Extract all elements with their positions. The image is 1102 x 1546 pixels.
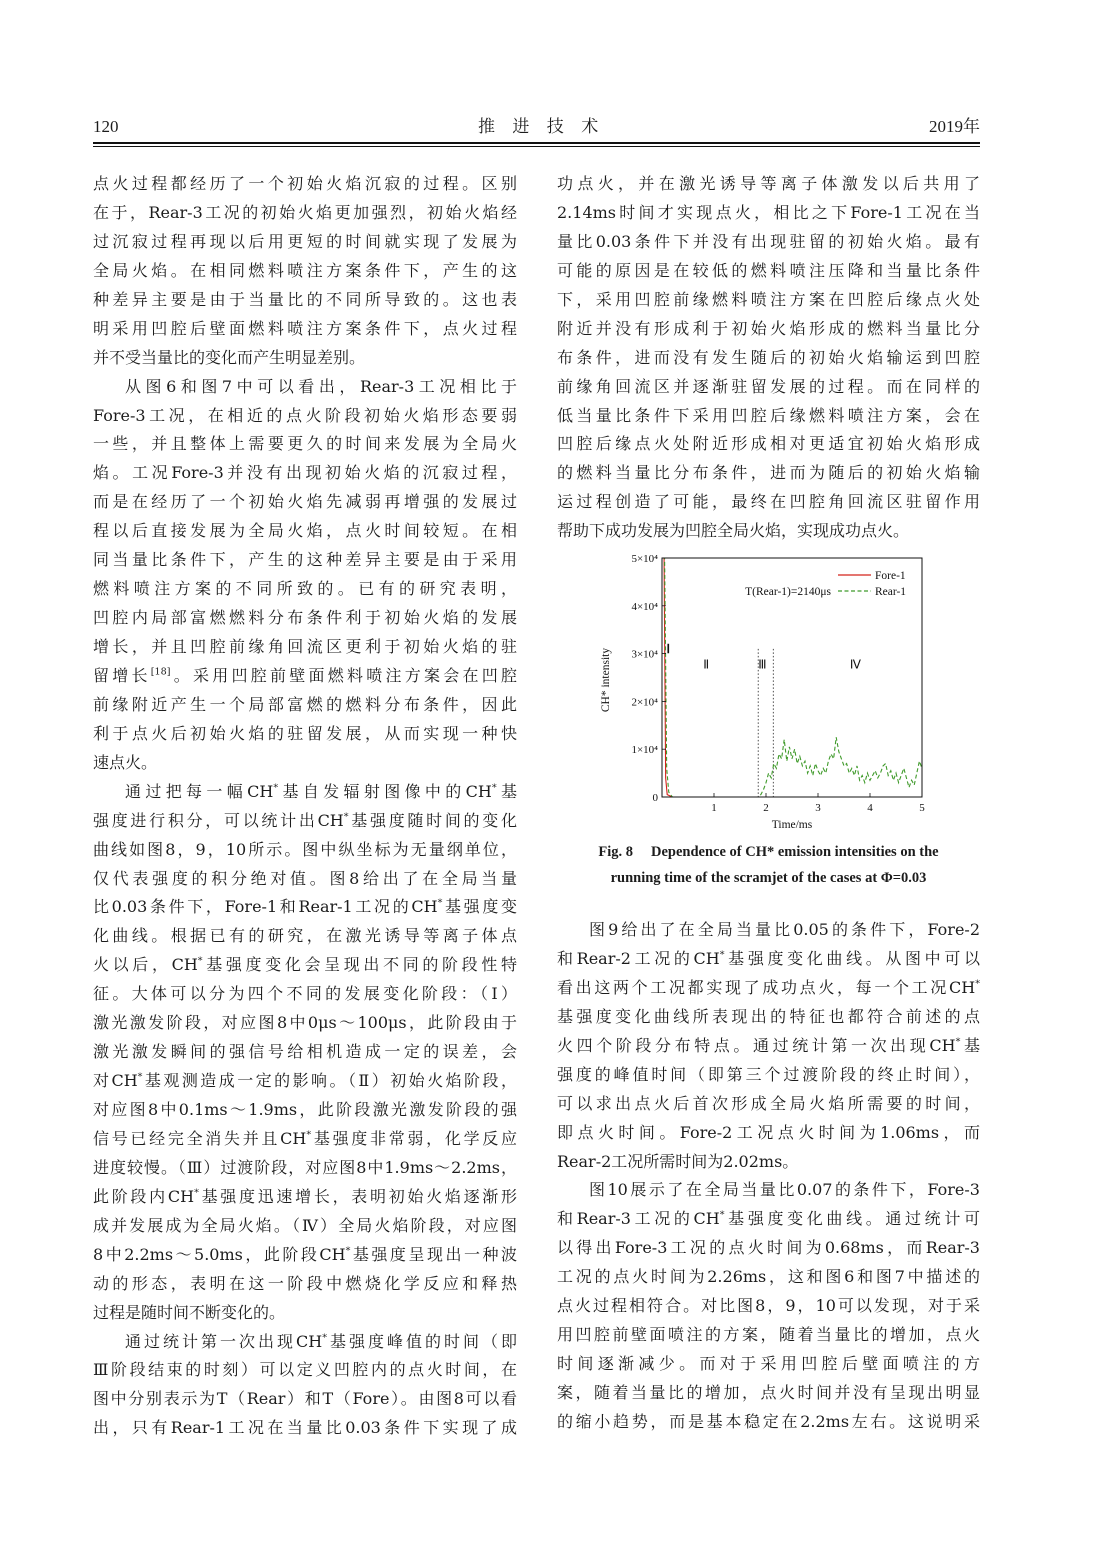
text-line: 种差异主要是由于当量比的不同所导致的。这也表	[93, 289, 517, 309]
paragraph	[557, 170, 980, 546]
text-line: 从图6和图7中可以看出，Rear-3工况相比于	[125, 376, 517, 396]
page-number: 120	[93, 117, 119, 136]
text-line: 附近并没有形成利于初始火焰形成的燃料当量比分	[557, 318, 980, 338]
text-line: 用凹腔前壁面喷注的方案，随着当量比的增加，点火	[557, 1325, 980, 1345]
text-line: 焰。工况Fore-3并没有出现初始火焰的沉寂过程，	[93, 463, 517, 483]
y-tick-label: 5×10⁴	[631, 553, 658, 565]
text-line: 化曲线。根据已有的研究，在激光诱导等离子体点	[93, 926, 517, 946]
text-line: 工况的点火时间为2.26ms，这和图6和图7中描述的	[557, 1267, 980, 1287]
text-line: 而是在经历了一个初始火焰先减弱再增强的发展过	[93, 492, 517, 512]
x-tick-label: 3	[815, 802, 821, 814]
text-line: 速点火。	[93, 752, 158, 772]
caption-line-2: running time of the scramjet of the cases at Φ=0.03	[610, 870, 927, 886]
right-column-top	[557, 170, 980, 546]
text-line: 并不受当量比的变化而产生明显差别。	[93, 347, 366, 367]
y-tick-label: 2×10⁴	[631, 696, 658, 709]
text-line: 进度较慢。（Ⅲ）过渡阶段，对应图8中1.9ms～2.2ms，	[93, 1157, 517, 1177]
stage-label: Ⅲ	[758, 657, 767, 672]
text-line: 下，采用凹腔前缘燃料喷注方案在凹腔后缘点火处	[557, 289, 980, 309]
text-line: 以得出Fore-3工况的点火时间为0.68ms，而Rear-3	[557, 1238, 980, 1258]
text-line: 此阶段内CH*基强度迅速增长，表明初始火焰逐渐形	[93, 1186, 517, 1206]
text-line: 过程是随时间不断变化的。	[93, 1302, 286, 1322]
text-line: 比0.03条件下，Fore-1和Rear-1工况的CH*基强度变	[93, 897, 517, 917]
text-line: 可以求出点火后首次形成全局火焰所需要的时间，	[557, 1093, 980, 1113]
text-line: 凹腔内局部富燃燃料分布条件利于初始火焰的发展	[93, 608, 517, 628]
text-line: 强度的峰值时间（即第三个过渡阶段的终止时间），	[557, 1064, 980, 1084]
legend-label: Rear-1	[875, 586, 907, 598]
paragraph	[93, 1328, 517, 1444]
text-line: 的燃料当量比分布条件，进而为随后的初始火焰输	[557, 463, 980, 483]
text-line: 激光激发阶段，对应图8中0μs～100μs，此阶段由于	[93, 1013, 517, 1033]
text-line: 布条件，进而没有发生随后的初始火焰输运到凹腔	[557, 347, 980, 367]
header-rule-thin	[93, 146, 980, 147]
text-line: 一些，并且整体上需要更久的时间来发展为全局火	[93, 434, 517, 454]
text-line: 强度进行积分，可以统计出CH*基强度随时间的变化	[93, 810, 517, 830]
text-line: 低当量比条件下采用凹腔后缘燃料喷注方案，会在	[557, 405, 980, 425]
text-line: 通过把每一幅CH*基自发辐射图像中的CH*基	[125, 781, 517, 801]
text-line: 前缘附近产生一个局部富燃的燃料分布条件，因此	[93, 694, 517, 714]
text-line: 8中2.2ms～5.0ms，此阶段CH*基强度呈现出一种波	[93, 1244, 517, 1264]
text-line: 利于点火后初始火焰的驻留发展，从而实现一种快	[93, 723, 517, 743]
text-line: 在于，Rear-3工况的初始火焰更加强烈，初始火焰经	[93, 202, 517, 222]
text-line: 图中分别表示为T（Rear）和T（Fore）。由图8可以看	[93, 1389, 517, 1409]
text-line: 即点火时间。Fore-2工况点火时间为1.06ms，而	[557, 1122, 980, 1142]
text-line: 曲线如图8，9，10所示。图中纵坐标为无量纲单位，	[93, 839, 517, 859]
text-line: 仅代表强度的积分绝对值。图8给出了在全局当量	[93, 868, 517, 888]
paragraph	[557, 1176, 980, 1436]
stage-label: Ⅰ	[666, 641, 671, 656]
caption-text-1: Dependence of CH* emission intensities on the	[651, 844, 939, 860]
x-axis-label: Time/ms	[771, 819, 813, 831]
text-line: 帮助下成功发展为凹腔全局火焰，实现成功点火。	[557, 521, 910, 541]
text-line: 火四个阶段分布特点。通过统计第一次出现CH*基	[557, 1035, 980, 1055]
text-line: Rear-2工况所需时间为2.02ms。	[557, 1151, 799, 1171]
header-rule-thick	[93, 142, 980, 144]
x-tick-label: 2	[763, 802, 769, 814]
right-column-bottom	[557, 916, 980, 1437]
text-line: 图9给出了在全局当量比0.05的条件下，Fore-2	[589, 920, 980, 939]
journal-title: 推 进 技 术	[478, 117, 605, 137]
text-line: 对应图8中0.1ms～1.9ms，此阶段激光激发阶段的强	[93, 1100, 517, 1119]
publication-year: 2019年	[929, 117, 980, 136]
legend-label: Fore-1	[875, 570, 906, 582]
text-line: Fore-3工况，在相近的点火阶段初始火焰形态要弱	[93, 405, 517, 425]
text-line: 燃料喷注方案的不同所致的。已有的研究表明，	[93, 579, 517, 599]
text-line: 通过统计第一次出现CH*基强度峰值的时间（即	[125, 1331, 517, 1351]
ignition-time-annotation: T(Rear-1)=2140μs	[745, 586, 831, 598]
text-line: 2.14ms时间才实现点火，相比之下Fore-1工况在当	[557, 202, 980, 222]
text-line: 和Rear-3工况的CH*基强度变化曲线。通过统计可	[557, 1209, 980, 1229]
text-line: 出，只有Rear-1工况在当量比0.03条件下实现了成	[93, 1418, 517, 1438]
text-line: 信号已经完全消失并且CH*基强度非常弱，化学反应	[93, 1128, 517, 1148]
paragraph	[557, 916, 980, 1176]
x-tick-label: 4	[867, 802, 873, 814]
text-line: Ⅲ阶段结束的时刻）可以定义凹腔内的点火时间，在	[93, 1360, 517, 1380]
text-line: 程以后直接发展为全局火焰，点火时间较短。在相	[93, 521, 517, 541]
y-tick-label: 0	[652, 792, 658, 804]
figure-label: Fig. 8	[598, 844, 634, 860]
text-line: 图10展示了在全局当量比0.07的条件下，Fore-3	[589, 1180, 980, 1200]
text-line: 案，随着当量比的增加，点火时间并没有呈现出明显	[557, 1383, 980, 1402]
paragraph	[93, 170, 517, 373]
y-axis-label: CH* intensity	[600, 647, 612, 713]
x-tick-label: 1	[711, 802, 717, 814]
text-line: 点火过程都经历了一个初始火焰沉寂的过程。区别	[93, 174, 517, 193]
ch-intensity-chart	[595, 548, 935, 838]
text-line: 增长，并且凹腔前缘角回流区更利于初始火焰的驻	[93, 637, 517, 656]
text-line: 凹腔后缘点火处附近形成相对更适宜初始火焰形成	[557, 434, 980, 454]
text-line: 时间逐渐减少。而对于采用凹腔后壁面喷注的方	[557, 1354, 980, 1374]
figure-caption	[557, 839, 980, 891]
paragraph	[93, 778, 517, 1328]
text-line: 看出这两个工况都实现了成功点火，每一个工况CH*	[557, 977, 980, 997]
left-column	[93, 170, 517, 1443]
stage-label: Ⅱ	[703, 657, 710, 672]
text-line: 基强度变化曲线所表现出的特征也都符合前述的点	[557, 1006, 980, 1026]
text-line: 动的形态，表明在这一阶段中燃烧化学反应和释热	[93, 1273, 517, 1293]
text-line: 对CH*基观测造成一定的影响。（Ⅱ）初始火焰阶段，	[93, 1071, 517, 1091]
text-line: 运过程创造了可能，最终在凹腔角回流区驻留作用	[557, 492, 980, 512]
text-line: 的缩小趋势，而是基本稳定在2.2ms左右。这说明采	[557, 1411, 980, 1431]
text-line: 激光激发瞬间的强信号给相机造成一定的误差，会	[93, 1042, 517, 1062]
text-line: 火以后，CH*基强度变化会呈现出不同的阶段性特	[93, 955, 517, 975]
caption-line-1	[557, 839, 980, 865]
y-tick-label: 3×10⁴	[631, 648, 658, 661]
y-tick-label: 1×10⁴	[631, 744, 658, 757]
text-line: 功点火，并在激光诱导等离子体激发以后共用了	[557, 174, 980, 193]
x-tick-label: 5	[919, 802, 925, 814]
text-line: 前缘角回流区并逐渐驻留发展的过程。而在同样的	[557, 376, 980, 396]
text-line: 全局火焰。在相同燃料喷注方案条件下，产生的这	[93, 260, 517, 280]
text-line: 过沉寂过程再现以后用更短的时间就实现了发展为	[93, 231, 517, 251]
text-line: 可能的原因是在较低的燃料喷注压降和当量比条件	[557, 260, 980, 280]
text-line: 留增长[18]。采用凹腔前壁面燃料喷注方案会在凹腔	[93, 665, 517, 685]
paragraph	[93, 373, 517, 778]
text-line: 点火过程相符合。对比图8，9，10可以发现，对于采	[557, 1296, 980, 1316]
text-line: 和Rear-2工况的CH*基强度变化曲线。从图中可以	[557, 948, 980, 968]
y-tick-label: 4×10⁴	[631, 600, 658, 613]
text-line: 同当量比条件下，产生的这种差异主要是由于采用	[93, 550, 517, 570]
text-line: 明采用凹腔后壁面燃料喷注方案条件下，点火过程	[93, 318, 517, 338]
text-line: 量比0.03条件下并没有出现驻留的初始火焰。最有	[557, 231, 980, 251]
text-line: 成并发展成为全局火焰。（Ⅳ）全局火焰阶段，对应图	[93, 1215, 517, 1235]
stage-label: Ⅳ	[849, 657, 861, 672]
figure-8-chart	[595, 548, 935, 838]
text-line: 征。大体可以分为四个不同的发展变化阶段：（Ⅰ）	[93, 984, 517, 1004]
